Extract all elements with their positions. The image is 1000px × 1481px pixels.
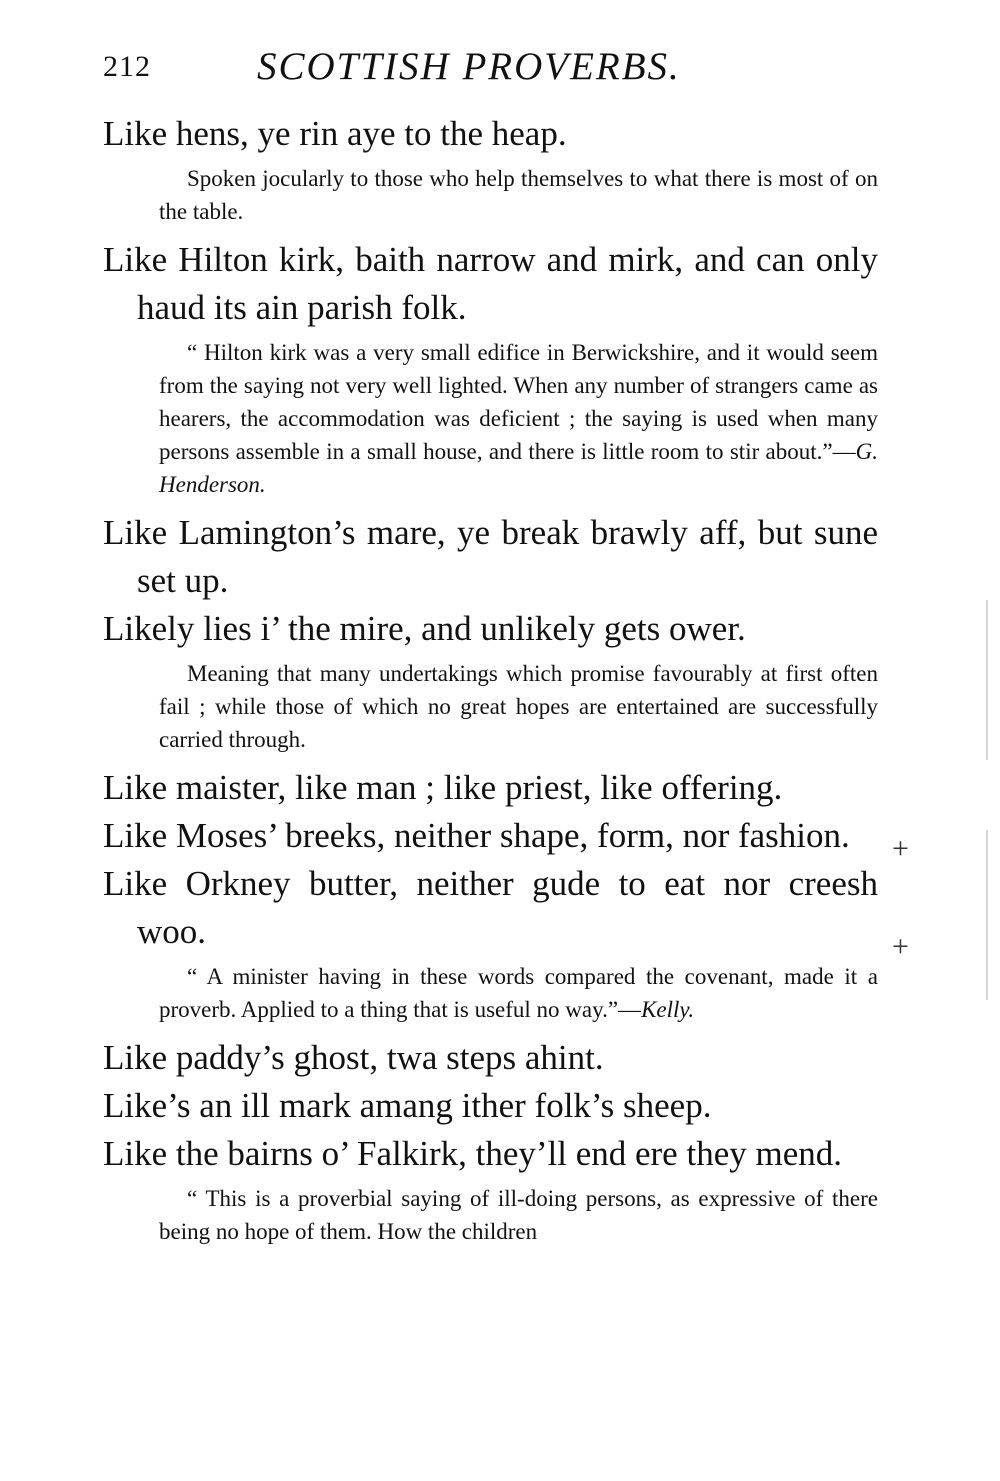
- note-attribution: Kelly.: [641, 997, 695, 1022]
- proverb-text: Like Orkney butter, neither gude to eat nor creesh woo.: [103, 864, 878, 951]
- proverb-list: [103, 110, 878, 1256]
- proverb-entry: [103, 509, 878, 605]
- note-text: “ A minister having in these words compared the covenant, made it a proverb. Applied to a thing that is useful no way.”—: [159, 964, 878, 1022]
- scan-edge-speckle: [986, 830, 988, 1000]
- proverb-entry: [103, 860, 878, 1026]
- scan-edge-speckle: [986, 600, 988, 760]
- proverb-entry: [103, 110, 878, 228]
- proverb-entry: [103, 1082, 878, 1130]
- proverb-text: Like Lamington’s mare, ye break brawly aff, but sune set up.: [103, 513, 878, 600]
- proverb-entry: [103, 764, 878, 812]
- proverb-entry: [103, 812, 878, 860]
- proverb-note: Meaning that many undertakings which promise favourably at first often fail ; while those of which no great hopes are entertained are successfully carried through.: [159, 661, 878, 752]
- page-number: 212: [103, 50, 151, 83]
- proverb-text: Like’s an ill mark amang ither folk’s sheep.: [103, 1086, 712, 1125]
- proverb-text: Like Hilton kirk, baith narrow and mirk, and can only haud its ain parish folk.: [103, 240, 878, 327]
- proverb-note: Spoken jocularly to those who help themselves to what there is most of on the table.: [159, 166, 878, 224]
- note-text: “ Hilton kirk was a very small edifice in Berwickshire, and it would seem from the saying not very well lighted. When any number of strangers came as hearers, the accommodation was deficient ; the saying is used when many persons assemble in a small house, and there is little room to stir about.”—: [159, 340, 878, 464]
- page-header: [103, 40, 903, 90]
- proverb-entry: [103, 605, 878, 756]
- proverb-entry: [103, 1034, 878, 1082]
- proverb-note: “ This is a proverbial saying of ill-doing persons, as expressive of there being no hope of them. How the children: [159, 1186, 878, 1244]
- proverb-text: Like paddy’s ghost, twa steps ahint.: [103, 1038, 604, 1077]
- proverb-text: Like Moses’ breeks, neither shape, form, nor fashion.: [103, 816, 850, 855]
- margin-annotation-mark: +: [892, 930, 909, 963]
- proverb-note: [159, 336, 878, 501]
- proverb-note: [159, 960, 878, 1026]
- proverb-entry: [103, 236, 878, 501]
- proverb-entry: [103, 1130, 878, 1248]
- running-head: SCOTTISH PROVERBS.: [257, 45, 681, 88]
- note-attribution: G. Henderson.: [159, 439, 878, 497]
- proverb-text: Like maister, like man ; like priest, like offering.: [103, 768, 783, 807]
- proverb-text: Likely lies i’ the mire, and unlikely gets ower.: [103, 609, 746, 648]
- margin-annotation-mark: +: [892, 832, 909, 865]
- proverb-text: Like hens, ye rin aye to the heap.: [103, 114, 567, 153]
- proverb-text: Like the bairns o’ Falkirk, they’ll end ere they mend.: [103, 1134, 842, 1173]
